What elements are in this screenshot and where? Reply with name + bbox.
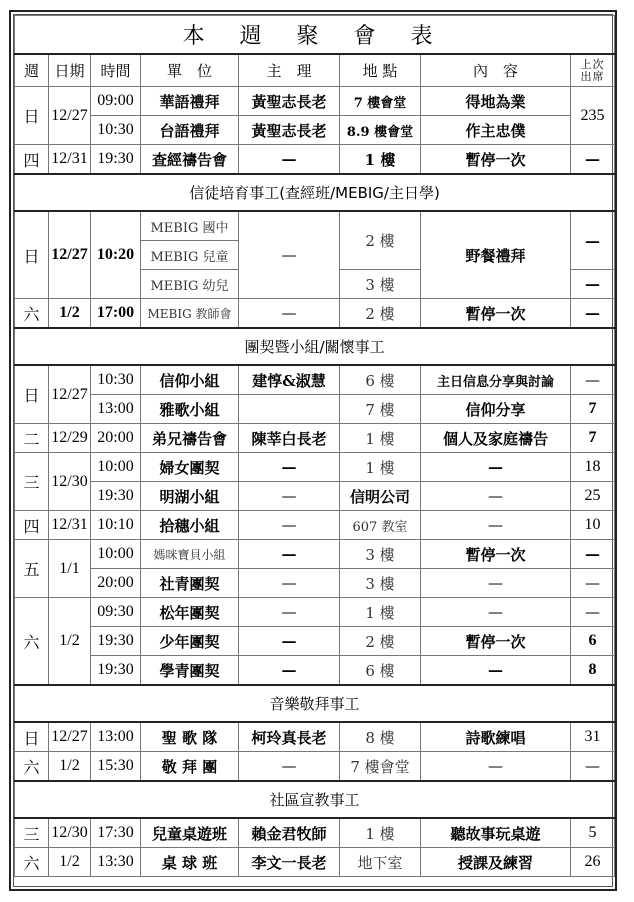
attendance-cell: —	[571, 299, 615, 329]
attendance-cell: 7	[571, 424, 615, 453]
unit-cell: 敬 拜 團	[141, 752, 239, 782]
place-cell: 1 樓	[340, 818, 421, 848]
attendance-cell: 235	[571, 87, 615, 145]
schedule-frame	[9, 10, 617, 891]
header-host: 主 理	[239, 54, 340, 87]
table-row	[15, 569, 615, 598]
weekday-cell: 六	[15, 598, 49, 686]
section-header-row	[15, 174, 615, 211]
time-cell: 19:30	[91, 656, 141, 686]
unit-cell: 信仰小組	[141, 365, 239, 395]
weekday-cell: 六	[15, 848, 49, 877]
table-row	[15, 540, 615, 569]
unit-cell: 桌 球 班	[141, 848, 239, 877]
place-cell: 6 樓	[340, 656, 421, 686]
unit-cell: MEBIG 教師會	[141, 299, 239, 329]
weekday-cell: 五	[15, 540, 49, 598]
time-cell: 10:10	[91, 511, 141, 540]
table-row	[15, 598, 615, 627]
attendance-cell: —	[571, 270, 615, 299]
header-date: 日期	[49, 54, 91, 87]
content-cell: —	[421, 598, 571, 627]
place-cell: 1 樓	[340, 453, 421, 482]
unit-cell: 華語禮拜	[141, 87, 239, 116]
unit-cell: MEBIG 國中	[141, 211, 239, 241]
table-row	[15, 627, 615, 656]
host-cell: —	[239, 752, 340, 782]
content-cell: 詩歌練唱	[421, 722, 571, 752]
attendance-cell: 25	[571, 482, 615, 511]
place-cell: 2 樓	[340, 627, 421, 656]
weekday-cell: 日	[15, 211, 49, 299]
attendance-cell: —	[571, 145, 615, 175]
attendance-cell: 31	[571, 722, 615, 752]
content-cell: 得地為業	[421, 87, 571, 116]
host-cell: 建惇&淑慧	[239, 365, 340, 395]
host-cell: —	[239, 211, 340, 299]
attendance-cell: 7	[571, 395, 615, 424]
time-cell: 13:00	[91, 722, 141, 752]
content-cell: 個人及家庭禱告	[421, 424, 571, 453]
page-title: 本 週 聚 會 表	[15, 16, 615, 55]
date-cell: 1/2	[49, 598, 91, 686]
content-cell: 野餐禮拜	[421, 211, 571, 299]
attendance-cell: 26	[571, 848, 615, 877]
host-cell: —	[239, 482, 340, 511]
time-cell: 15:30	[91, 752, 141, 782]
time-cell: 10:30	[91, 365, 141, 395]
date-cell: 12/27	[49, 211, 91, 299]
unit-cell: 明湖小組	[141, 482, 239, 511]
place-cell: 1 樓	[340, 145, 421, 175]
unit-cell: 松年團契	[141, 598, 239, 627]
unit-cell: 台語禮拜	[141, 116, 239, 145]
place-cell: 1 樓	[340, 424, 421, 453]
attendance-cell: —	[571, 752, 615, 782]
place-cell: 607 教室	[340, 511, 421, 540]
unit-cell: 社青團契	[141, 569, 239, 598]
host-cell: 陳莘白長老	[239, 424, 340, 453]
table-row	[15, 365, 615, 395]
time-cell: 19:30	[91, 482, 141, 511]
time-cell: 17:30	[91, 818, 141, 848]
content-cell: 暫停一次	[421, 145, 571, 175]
date-cell: 12/27	[49, 87, 91, 145]
attendance-cell: —	[571, 569, 615, 598]
section-title: 音樂敬拜事工	[15, 685, 615, 722]
place-cell: 地下室	[340, 848, 421, 877]
date-cell: 12/27	[49, 722, 91, 752]
unit-cell: 學青團契	[141, 656, 239, 686]
host-cell: —	[239, 598, 340, 627]
weekday-cell: 三	[15, 453, 49, 511]
place-cell: 6 樓	[340, 365, 421, 395]
content-cell: 主日信息分享與討論	[421, 365, 571, 395]
unit-cell: 雅歌小組	[141, 395, 239, 424]
table-row	[15, 818, 615, 848]
place-cell: 7 樓	[340, 395, 421, 424]
table-row	[15, 145, 615, 175]
table-row	[15, 87, 615, 116]
weekday-cell: 二	[15, 424, 49, 453]
header-unit: 單 位	[141, 54, 239, 87]
table-row	[15, 722, 615, 752]
section-header-row	[15, 781, 615, 818]
table-row	[15, 424, 615, 453]
attendance-cell: 10	[571, 511, 615, 540]
host-cell: —	[239, 627, 340, 656]
place-cell: 3 樓	[340, 540, 421, 569]
content-cell: 暫停一次	[421, 299, 571, 329]
date-cell: 12/27	[49, 365, 91, 424]
schedule-inner	[13, 14, 613, 887]
section-title: 社區宣教事工	[15, 781, 615, 818]
time-cell: 13:30	[91, 848, 141, 877]
host-cell: 柯玲真長老	[239, 722, 340, 752]
header-content: 內 容	[421, 54, 571, 87]
table-row	[15, 482, 615, 511]
unit-cell: 弟兄禱告會	[141, 424, 239, 453]
content-cell: —	[421, 482, 571, 511]
unit-cell: 媽咪寶貝小組	[141, 540, 239, 569]
weekday-cell: 四	[15, 145, 49, 175]
attendance-cell: —	[571, 540, 615, 569]
table-row	[15, 848, 615, 877]
weekday-cell: 日	[15, 722, 49, 752]
header-attendance	[571, 54, 615, 87]
weekday-cell: 四	[15, 511, 49, 540]
table-row	[15, 211, 615, 241]
time-cell: 13:00	[91, 395, 141, 424]
place-cell: 3 樓	[340, 270, 421, 299]
date-cell: 12/30	[49, 818, 91, 848]
host-cell: —	[239, 569, 340, 598]
header-row	[15, 54, 615, 87]
header-time: 時間	[91, 54, 141, 87]
weekday-cell: 六	[15, 752, 49, 782]
date-cell: 12/29	[49, 424, 91, 453]
unit-cell: 查經禱告會	[141, 145, 239, 175]
place-cell: 2 樓	[340, 211, 421, 270]
host-cell: —	[239, 656, 340, 686]
host-cell: 黃聖志長老	[239, 87, 340, 116]
place-cell: 7 樓會堂	[340, 752, 421, 782]
time-cell: 20:00	[91, 569, 141, 598]
date-cell: 1/2	[49, 848, 91, 877]
place-cell: 8.9 樓會堂	[340, 116, 421, 145]
host-cell: —	[239, 511, 340, 540]
time-cell: 17:00	[91, 299, 141, 329]
host-cell: 賴金君牧師	[239, 818, 340, 848]
place-cell: 3 樓	[340, 569, 421, 598]
host-cell: 黃聖志長老	[239, 116, 340, 145]
content-cell: 聽故事玩桌遊	[421, 818, 571, 848]
content-cell: 暫停一次	[421, 627, 571, 656]
weekday-cell: 日	[15, 87, 49, 145]
header-attendance-line2: 出席	[580, 69, 605, 83]
content-cell: 信仰分享	[421, 395, 571, 424]
attendance-cell: 18	[571, 453, 615, 482]
unit-cell: 拾穗小組	[141, 511, 239, 540]
place-cell: 8 樓	[340, 722, 421, 752]
content-cell: —	[421, 569, 571, 598]
attendance-cell: —	[571, 211, 615, 270]
time-cell: 20:00	[91, 424, 141, 453]
date-cell: 1/2	[49, 299, 91, 329]
date-cell: 12/31	[49, 145, 91, 175]
content-cell: 授課及練習	[421, 848, 571, 877]
host-cell: 李文一長老	[239, 848, 340, 877]
unit-cell: 少年團契	[141, 627, 239, 656]
time-cell: 19:30	[91, 627, 141, 656]
host-cell: —	[239, 299, 340, 329]
section-header-row	[15, 685, 615, 722]
content-cell: 作主忠僕	[421, 116, 571, 145]
table-row	[15, 299, 615, 329]
date-cell: 1/2	[49, 752, 91, 782]
attendance-cell: 6	[571, 627, 615, 656]
content-cell: —	[421, 752, 571, 782]
weekday-cell: 日	[15, 365, 49, 424]
attendance-cell: —	[571, 365, 615, 395]
attendance-cell: 5	[571, 818, 615, 848]
content-cell: —	[421, 511, 571, 540]
date-cell: 1/1	[49, 540, 91, 598]
header-weekday: 週	[15, 54, 49, 87]
date-cell: 12/31	[49, 511, 91, 540]
time-cell: 10:00	[91, 540, 141, 569]
section-header-row	[15, 328, 615, 365]
section-title: 團契暨小組/關懷事工	[15, 328, 615, 365]
weekly-schedule-table	[14, 15, 615, 877]
host-cell: —	[239, 145, 340, 175]
section-title: 信徒培育事工(查經班/MEBIG/主日學)	[15, 174, 615, 211]
unit-cell: 婦女團契	[141, 453, 239, 482]
date-cell: 12/30	[49, 453, 91, 511]
attendance-cell: —	[571, 598, 615, 627]
unit-cell: 兒童桌遊班	[141, 818, 239, 848]
time-cell: 19:30	[91, 145, 141, 175]
time-cell: 10:00	[91, 453, 141, 482]
host-cell: —	[239, 453, 340, 482]
time-cell: 10:30	[91, 116, 141, 145]
table-row	[15, 453, 615, 482]
time-cell: 09:30	[91, 598, 141, 627]
unit-cell: MEBIG 兒童	[141, 241, 239, 270]
host-cell: —	[239, 540, 340, 569]
attendance-cell: 8	[571, 656, 615, 686]
weekday-cell: 六	[15, 299, 49, 329]
content-cell: 暫停一次	[421, 540, 571, 569]
header-attendance-line1: 上次	[580, 57, 605, 71]
host-cell	[239, 395, 340, 424]
title-row	[15, 16, 615, 55]
weekday-cell: 三	[15, 818, 49, 848]
place-cell: 信明公司	[340, 482, 421, 511]
place-cell: 1 樓	[340, 598, 421, 627]
table-row	[15, 116, 615, 145]
table-row	[15, 511, 615, 540]
unit-cell: MEBIG 幼兒	[141, 270, 239, 299]
header-place: 地 點	[340, 54, 421, 87]
unit-cell: 聖 歌 隊	[141, 722, 239, 752]
time-cell: 09:00	[91, 87, 141, 116]
table-row	[15, 395, 615, 424]
content-cell: —	[421, 453, 571, 482]
table-row	[15, 752, 615, 782]
place-cell: 7 樓會堂	[340, 87, 421, 116]
place-cell: 2 樓	[340, 299, 421, 329]
table-row	[15, 656, 615, 686]
time-cell: 10:20	[91, 211, 141, 299]
content-cell: —	[421, 656, 571, 686]
